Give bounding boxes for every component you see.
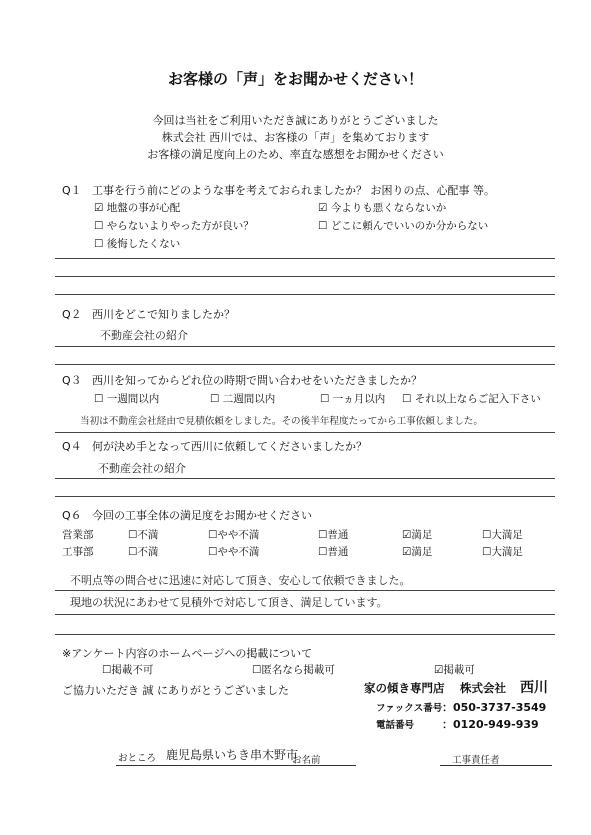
q6-construction-opt-1[interactable] <box>128 544 158 559</box>
answer-line <box>55 346 555 347</box>
checkbox-icon: ☐ <box>210 393 220 405</box>
page-title: お客様の「声」をお聞かせください！ <box>167 70 423 88</box>
tel-number: ：0120-949-939 <box>442 718 539 731</box>
q6-construction-opt-5[interactable] <box>482 544 523 559</box>
option-label: どこに頼んでいいのか分からない <box>330 220 489 232</box>
q2-number: Q２ <box>62 308 82 321</box>
answer-line <box>55 614 555 615</box>
q6-sales-opt-4[interactable] <box>402 527 432 542</box>
q6-comment-1: 不明点等の問合せに迅速に対応して頂き、安心して依頼できました。 <box>70 574 411 587</box>
checkbox-icon: ☐ <box>318 220 328 232</box>
checkbox-icon: ☐ <box>482 529 492 541</box>
q3-option-1month[interactable] <box>320 391 385 406</box>
company-type: 株式会社 <box>460 681 506 695</box>
answer-line <box>55 364 555 365</box>
answer-line <box>55 478 555 479</box>
q6-construction-opt-2[interactable] <box>208 544 259 559</box>
option-label: 掲載可 <box>443 664 475 676</box>
checkbox-icon: ☐ <box>208 546 218 558</box>
answer-line <box>55 294 555 295</box>
checkbox-icon: ☐ <box>318 546 328 558</box>
option-label: やや不満 <box>217 529 260 541</box>
checkbox-icon: ☐ <box>94 220 104 232</box>
checkbox-icon: ☐ <box>402 393 412 405</box>
q6-construction-opt-3[interactable] <box>318 544 348 559</box>
option-label: 不満 <box>137 529 159 541</box>
option-label: 大満足 <box>491 529 523 541</box>
q2-question: 西川をどこで知りましたか？ <box>92 308 235 321</box>
option-label: 二週間以内 <box>222 393 276 405</box>
q1-question: 工事を行う前にどのような事を考えておられましたか？ お困りの点、心配事 等。 <box>92 184 495 197</box>
q6-row-label-sales: 営業部 <box>62 529 94 541</box>
checkbox-icon: ☐ <box>128 529 138 541</box>
option-label: 満足 <box>411 546 433 558</box>
option-label: やらないよりやった方が良い？ <box>106 220 254 232</box>
intro-line-3: お客様の満足度向上のため、率直な感想をお聞かせください <box>147 148 444 161</box>
answer-line <box>55 258 555 259</box>
answer-line <box>55 634 555 635</box>
company-brand: 西川 <box>520 680 548 696</box>
address-label: おところ <box>118 753 157 764</box>
tel-label: 電話番号 <box>376 720 415 731</box>
answer-line <box>55 496 555 497</box>
q3-option-more[interactable] <box>402 391 541 406</box>
q1-option-regret[interactable] <box>94 236 180 251</box>
q6-sales-opt-1[interactable] <box>128 527 158 542</box>
checkbox-icon: ☑ <box>434 664 444 676</box>
checkbox-icon: ☑ <box>318 202 328 214</box>
checkbox-icon: ☐ <box>252 664 262 676</box>
address-underline <box>116 765 356 766</box>
q6-construction-opt-4[interactable] <box>402 544 432 559</box>
q1-option-worse[interactable] <box>318 200 446 215</box>
q3-answer: 当初は不動産会社経由で見積依頼をしました。その後半年程度たってから工事依頼しました。 <box>80 416 483 427</box>
answer-line <box>55 590 555 591</box>
option-label: 大満足 <box>491 546 523 558</box>
checkbox-icon: ☐ <box>318 529 328 541</box>
checkbox-icon: ☑ <box>402 546 412 558</box>
q6-sales-opt-3[interactable] <box>318 527 348 542</box>
q1-option-better[interactable] <box>94 218 254 233</box>
intro-line-1: 今回は当社をご利用いただき誠にありがとうございました <box>152 114 439 127</box>
company-store: 家の傾き専門店 <box>364 681 445 695</box>
checkbox-icon: ☐ <box>94 393 104 405</box>
option-label: 匿名なら掲載可 <box>261 664 335 676</box>
manager-label: 工事責任者 <box>452 755 500 766</box>
survey-question: ※アンケート内容のホームページへの掲載について <box>62 647 313 660</box>
option-label: 満足 <box>411 529 433 541</box>
intro-line-2: 株式会社 西川では、お客様の「声」を集めております <box>161 131 430 144</box>
fax-number: ：050-3737-3549 <box>442 701 547 714</box>
q6-sales-opt-2[interactable] <box>208 527 259 542</box>
survey-option-no[interactable] <box>102 662 153 677</box>
checkbox-icon: ☐ <box>102 664 112 676</box>
q6-comment-2: 現地の状況にあわせて見積外で対応して頂き、満足しています。 <box>70 596 388 609</box>
q3-number: Q３ <box>62 374 82 387</box>
q6-sales-opt-5[interactable] <box>482 527 523 542</box>
checkbox-icon: ☐ <box>482 546 492 558</box>
q1-option-unknown[interactable] <box>318 218 488 233</box>
survey-option-anonymous[interactable] <box>252 662 335 677</box>
survey-option-yes[interactable] <box>434 662 475 677</box>
option-label: 一ヵ月以内 <box>332 393 386 405</box>
answer-line <box>55 276 555 277</box>
option-label: それ以上ならご記入下さい <box>414 393 541 405</box>
q3-option-1week[interactable] <box>94 391 159 406</box>
checkbox-icon: ☐ <box>320 393 330 405</box>
option-label: 一週間以内 <box>106 393 160 405</box>
name-label: お名前 <box>292 755 321 766</box>
q4-question: 何が決め手となって西川に依頼してくださいましたか？ <box>92 440 367 453</box>
option-label: 不満 <box>137 546 159 558</box>
answer-line <box>55 432 555 433</box>
option-label: 後悔したくない <box>106 238 181 250</box>
manager-underline <box>440 765 552 766</box>
checkbox-icon: ☑ <box>402 529 412 541</box>
option-label: 今よりも悪くならないか <box>330 202 447 214</box>
q6-row-label-construction: 工事部 <box>62 546 94 558</box>
option-label: 掲載不可 <box>111 664 154 676</box>
q3-option-2week[interactable] <box>210 391 275 406</box>
option-label: 普通 <box>327 546 349 558</box>
q6-number: Q６ <box>62 509 82 522</box>
q6-question: 今回の工事全体の満足度をお聞かせください <box>92 509 312 522</box>
fax-label: ファックス番号 <box>376 703 443 714</box>
address-value: 鹿児島県いちき串木野市 <box>166 748 299 762</box>
q1-number: Q１ <box>62 184 82 197</box>
thanks-message: ご協力いただき 誠 にありがとうございました <box>62 684 289 697</box>
q4-number: Q４ <box>62 440 82 453</box>
q2-answer: 不動産会社の紹介 <box>100 329 188 342</box>
checkbox-icon: ☑ <box>94 202 104 214</box>
q3-question: 西川を知ってからどれ位の時期で問い合わせをいただきましたか？ <box>92 374 422 387</box>
q4-answer: 不動産会社の紹介 <box>98 462 186 475</box>
option-label: 地盤の事が心配 <box>106 202 181 214</box>
q1-option-jiban[interactable] <box>94 200 180 215</box>
option-label: やや不満 <box>217 546 260 558</box>
checkbox-icon: ☐ <box>208 529 218 541</box>
checkbox-icon: ☐ <box>128 546 138 558</box>
checkbox-icon: ☐ <box>94 238 104 250</box>
option-label: 普通 <box>327 529 349 541</box>
